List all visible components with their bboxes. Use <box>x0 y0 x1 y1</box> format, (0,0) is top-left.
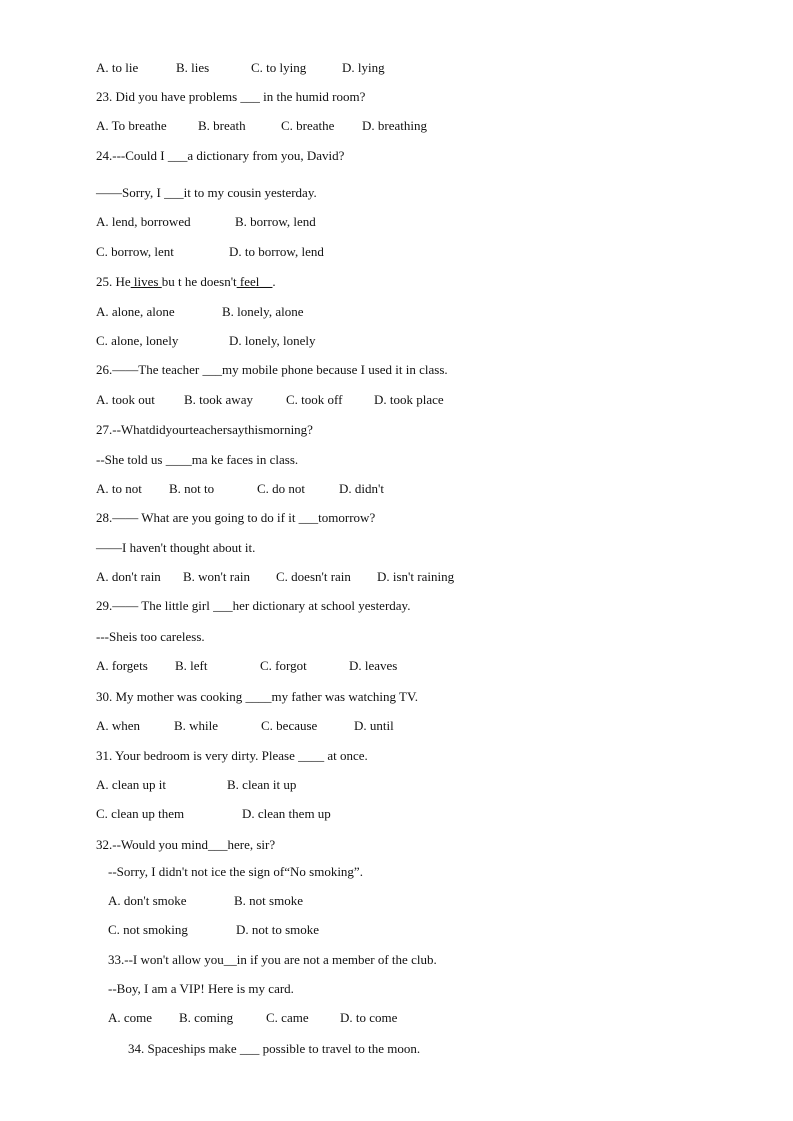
answer-option: A. took out <box>96 392 155 407</box>
question-line: ——Sorry, I ___it to my cousin yesterday. <box>96 185 317 200</box>
answer-option: D. clean them up <box>242 806 331 821</box>
answer-option: D. lonely, lonely <box>229 333 316 348</box>
answer-option: D. didn't <box>339 481 384 496</box>
question-line <box>96 274 276 290</box>
answer-option: B. left <box>175 658 208 673</box>
answer-option: C. to lying <box>251 60 307 75</box>
answer-option: A. come <box>108 1010 153 1025</box>
answer-option: C. do not <box>257 481 306 496</box>
answer-option: C. breathe <box>281 118 335 133</box>
answer-option: A. To breathe <box>96 118 167 133</box>
answer-option: D. not to smoke <box>236 922 320 937</box>
answer-option: A. when <box>96 718 141 733</box>
answer-option: C. forgot <box>260 658 307 673</box>
question-line: 31. Your bedroom is very dirty. Please ____ at once. <box>96 748 368 763</box>
answer-option: C. took off <box>286 392 343 407</box>
question-line: 30. My mother was cooking ____my father was watching TV. <box>96 689 418 704</box>
answer-option: D. to borrow, lend <box>229 244 324 259</box>
question-text: . <box>272 274 276 289</box>
answer-option: B. clean it up <box>227 777 297 792</box>
question-line: 23. Did you have problems ___ in the humid room? <box>96 89 366 104</box>
answer-option: D. to come <box>340 1010 398 1025</box>
answer-option: A. to lie <box>96 60 139 75</box>
answer-option: A. don't rain <box>96 569 161 584</box>
answer-option: B. not smoke <box>234 893 303 908</box>
question-text: bu t he doesn't <box>161 274 237 289</box>
answer-option: B. won't rain <box>183 569 250 584</box>
question-line: ——I haven't thought about it. <box>96 540 256 555</box>
answer-option: D. took place <box>374 392 444 407</box>
question-line: 33.--I won't allow you__in if you are not a member of the club. <box>108 952 437 967</box>
answer-option: A. forgets <box>96 658 148 673</box>
underlined-word: feel__ <box>236 274 273 289</box>
answer-option: C. because <box>261 718 318 733</box>
answer-option: B. breath <box>198 118 246 133</box>
answer-option: A. lend, borrowed <box>96 214 191 229</box>
answer-option: B. not to <box>169 481 215 496</box>
question-line: 28.—— What are you going to do if it ___tomorrow? <box>96 510 376 525</box>
answer-option: D. leaves <box>349 658 398 673</box>
answer-option: B. took away <box>184 392 253 407</box>
answer-option: C. doesn't rain <box>276 569 351 584</box>
question-line: --Sorry, I didn't not ice the sign of“No smoking”. <box>108 864 363 879</box>
answer-option: D. until <box>354 718 394 733</box>
answer-option: B. borrow, lend <box>235 214 316 229</box>
answer-option: A. to not <box>96 481 142 496</box>
question-line: 29.—— The little girl ___her dictionary at school yesterday. <box>96 598 411 613</box>
question-line: 24.---Could I ___a dictionary from you, David? <box>96 148 345 163</box>
question-line: 27.--Whatdidyourteachersaythismorning? <box>96 422 313 437</box>
question-line: --She told us ____ma ke faces in class. <box>96 452 299 467</box>
question-line: ---Sheis too careless. <box>96 629 205 644</box>
answer-option: D. breathing <box>362 118 427 133</box>
answer-option: B. lies <box>176 60 210 75</box>
answer-option: C. came <box>266 1010 309 1025</box>
answer-option: C. clean up them <box>96 806 185 821</box>
answer-option: B. while <box>174 718 219 733</box>
question-text: 25. He <box>96 274 131 289</box>
answer-option: D. isn't raining <box>377 569 455 584</box>
answer-option: A. clean up it <box>96 777 167 792</box>
answer-option: C. borrow, lent <box>96 244 174 259</box>
answer-option: A. alone, alone <box>96 304 175 319</box>
answer-option: A. don't smoke <box>108 893 187 908</box>
answer-option: B. lonely, alone <box>222 304 304 319</box>
question-line: 32.--Would you mind___here, sir? <box>96 837 276 852</box>
answer-option: C. alone, lonely <box>96 333 179 348</box>
answer-option: C. not smoking <box>108 922 188 937</box>
answer-option: D. lying <box>342 60 385 75</box>
question-line: 34. Spaceships make ___ possible to travel to the moon. <box>128 1041 421 1056</box>
question-line: --Boy, I am a VIP! Here is my card. <box>108 981 294 996</box>
answer-option: B. coming <box>179 1010 234 1025</box>
question-line: 26.——The teacher ___my mobile phone because I used it in class. <box>96 362 448 377</box>
underlined-word: lives <box>130 274 162 289</box>
